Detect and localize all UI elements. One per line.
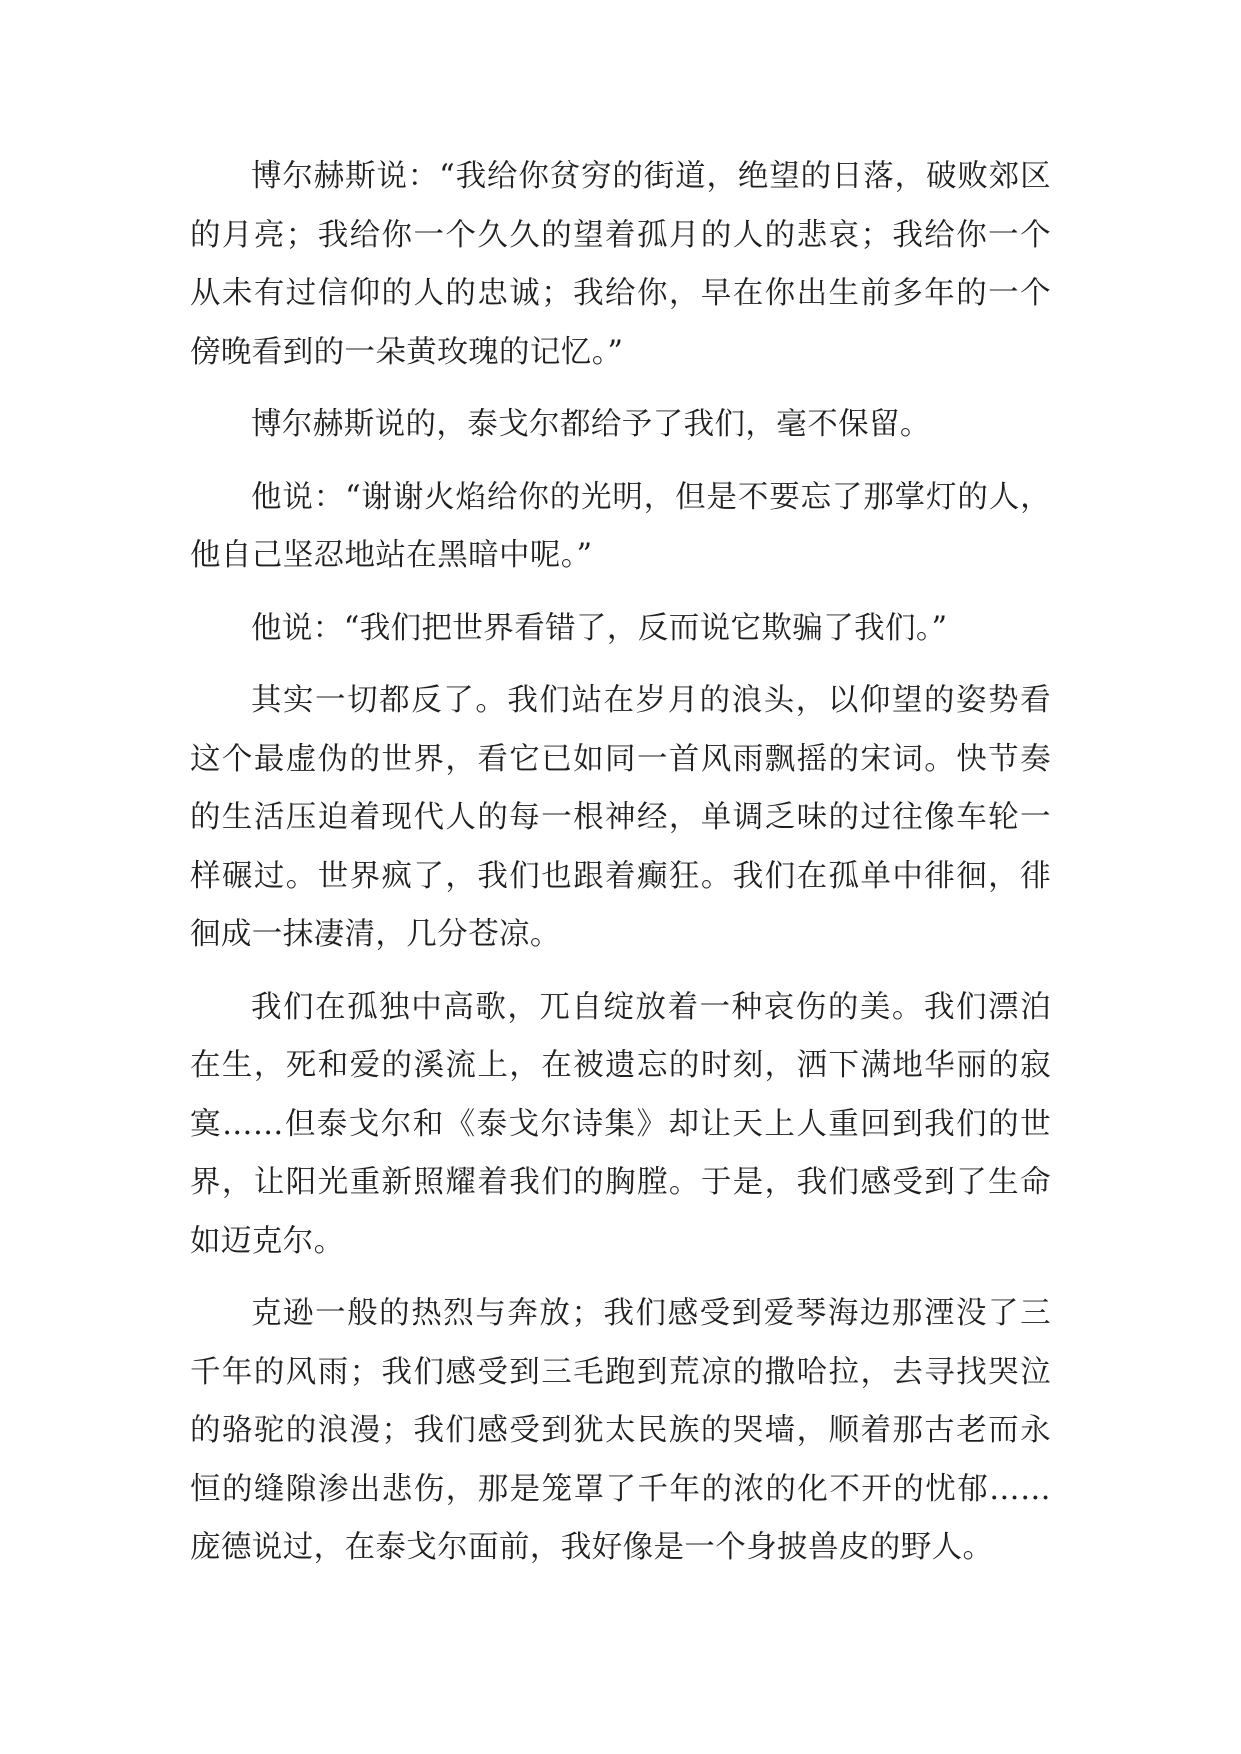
paragraph-4: 他说：“我们把世界看错了，反而说它欺骗了我们。” bbox=[251, 610, 948, 646]
paragraph-2: 博尔赫斯说的，泰戈尔都给予了我们，毫不保留。 bbox=[251, 407, 931, 442]
paragraph-3: 他说：“谢谢火焰给你的光明，但是不要忘了那掌灯的人，他自己坚忍地站在黑暗中呢。” bbox=[190, 479, 1051, 573]
paragraph-1: 博尔赫斯说：“我给你贫穷的街道，绝望的日落，破败郊区的月亮；我给你一个久久的望着孤月的人的悲哀；我给你一个从未有过信仰的人的忠诚；我给你，早在你出生前多年的一个傍晚看到的一朵黄玫瑰的记忆。” bbox=[190, 159, 1051, 370]
document-body bbox=[190, 148, 1051, 1592]
paragraph-7: 克逊一般的热烈与奔放；我们感受到爱琴海边那湮没了三千年的风雨；我们感受到三毛跑到荒凉的撒哈拉，去寻找哭泣的骆驼的浪漫；我们感受到犹太民族的哭墙，顺着那古老而永恒的缝隙渗出悲伤，那是笼罩了千年的浓的化不开的忧郁……庞德说过，在泰戈尔面前，我好像是一个身披兽皮的野人。 bbox=[190, 1296, 1051, 1565]
paragraph-6: 我们在孤独中高歌，兀自绽放着一种哀伤的美。我们漂泊在生，死和爱的溪流上，在被遗忘的时刻，洒下满地华丽的寂寞……但泰戈尔和《泰戈尔诗集》却让天上人重回到我们的世界，让阳光重新照耀着我们的胸膛。于是，我们感受到了生命如迈克尔。 bbox=[190, 989, 1051, 1259]
paragraph-5: 其实一切都反了。我们站在岁月的浪头，以仰望的姿势看这个最虚伪的世界，看它已如同一首风雨飘摇的宋词。快节奏的生活压迫着现代人的每一根神经，单调乏味的过往像车轮一样碾过。世界疯了，我们也跟着癫狂。我们在孤单中徘徊，徘徊成一抹凄清，几分苍凉。 bbox=[190, 683, 1051, 952]
